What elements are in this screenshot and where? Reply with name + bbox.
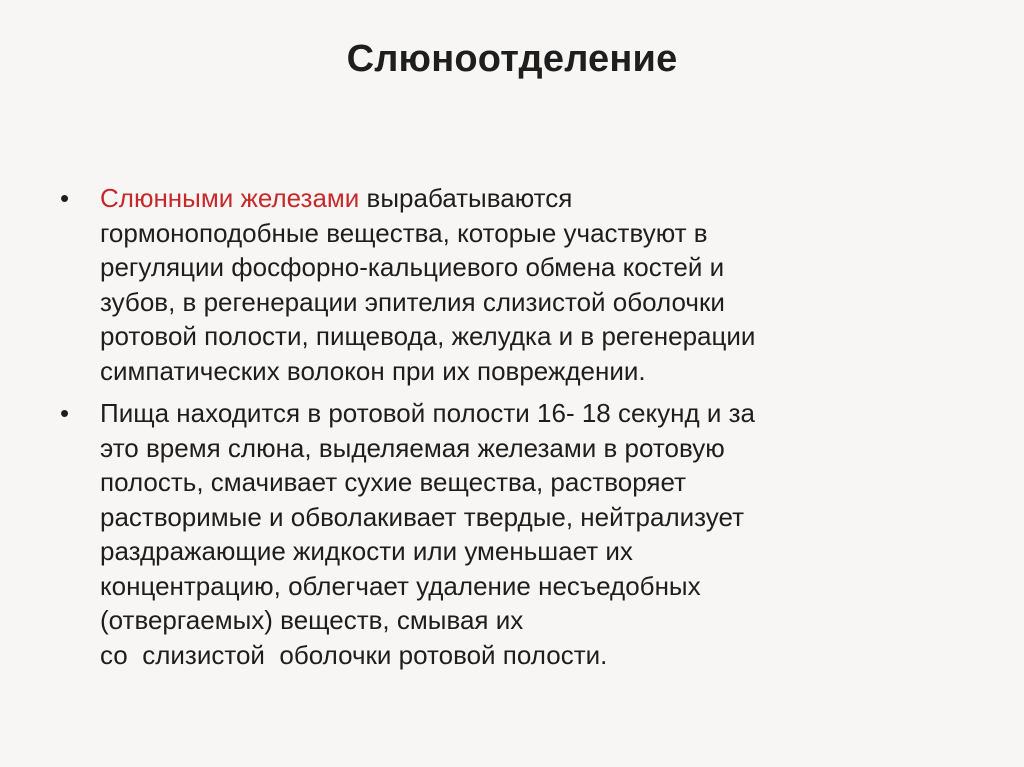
bullet-line: это время слюна, выделяемая железами в ротовую xyxy=(100,432,725,463)
bullet-line: растворимые и обволакивает твердые, нейтрализует xyxy=(100,501,745,532)
bullet-list xyxy=(60,181,960,672)
bullet-marker: • xyxy=(60,183,70,213)
highlighted-term: Слюнными железами xyxy=(100,183,360,213)
bullet-line: со слизистой оболочки ротовой полости. xyxy=(100,639,608,670)
bullet-line: ротовой полости, пищевода, желудка и в регенерации xyxy=(100,321,756,351)
bullet-line: симпатических волокон при их повреждении. xyxy=(100,355,646,386)
bullet-line: концентрацию, облегчает удаление несъедобных xyxy=(100,570,701,601)
bullet-line: регуляции фосфорно-кальциевого обмена костей и xyxy=(100,252,725,282)
bullet-item-salivary-glands xyxy=(60,181,960,388)
bullet-marker: • xyxy=(60,398,70,428)
slide-title: Слюноотделение xyxy=(346,38,678,80)
bullet-line xyxy=(100,181,960,216)
bullet-line: зубов, в регенерации эпителия слизистой оболочки xyxy=(100,286,725,317)
bullet-line: гормоноподобные вещества, которые участвуют в xyxy=(100,217,708,248)
bullet-line: раздражающие жидкости или уменьшает их xyxy=(100,536,633,566)
bullet-line: (отвергаемых) веществ, смывая их xyxy=(100,605,524,635)
bullet-line: полость, смачивает сухие вещества, растворяет xyxy=(100,467,686,497)
bullet-line: Пища находится в ротовой полости 16- 18 секунд и за xyxy=(100,398,756,428)
bullet-text: вырабатываются xyxy=(359,183,573,213)
bullet-item-food-in-mouth xyxy=(60,396,960,672)
